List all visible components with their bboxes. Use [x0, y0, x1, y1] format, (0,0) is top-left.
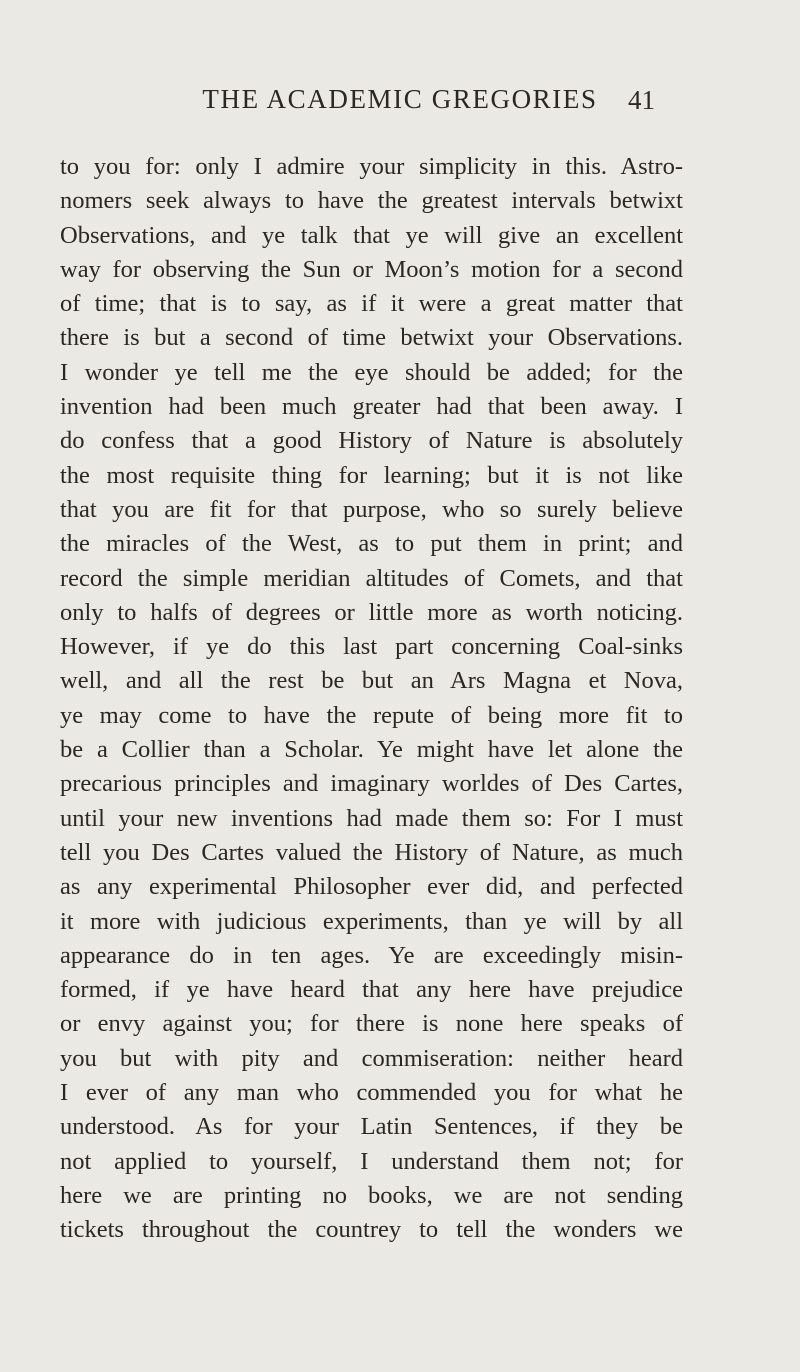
text-line: record the simple meridian altitudes of Comets, and that	[60, 564, 683, 592]
text-line: only to halfs of degrees or little more as worth noticing.	[60, 598, 683, 626]
text-line: or envy against you; for there is none here speaks of	[60, 1010, 683, 1038]
text-line: it more with judicious experiments, than ye will by all	[60, 907, 683, 935]
text-line: tickets throughout the countrey to tell the wonders we	[60, 1216, 683, 1244]
text-line: nomers seek always to have the greatest intervals betwixt	[60, 187, 683, 215]
text-line: be a Collier than a Scholar. Ye might have let alone the	[60, 736, 683, 764]
text-line: do confess that a good History of Nature is absolutely	[60, 427, 683, 455]
text-line: not applied to yourself, I understand them not; for	[60, 1147, 683, 1175]
text-line: there is but a second of time betwixt your Observations.	[60, 324, 683, 352]
text-line: until your new inventions had made them so: For I must	[60, 804, 683, 832]
running-head	[0, 84, 800, 124]
text-line: that you are fit for that purpose, who so surely believe	[60, 495, 683, 523]
text-line: However, if ye do this last part concerning Coal-sinks	[60, 633, 683, 661]
text-line: invention had been much greater had that been away. I	[60, 393, 683, 421]
text-line: way for observing the Sun or Moon’s motion for a second	[60, 255, 683, 283]
text-line: of time; that is to say, as if it were a great matter that	[60, 290, 683, 318]
running-title: THE ACADEMIC GREGORIES	[202, 84, 598, 114]
text-line: Observations, and ye talk that ye will give an excellent	[60, 221, 683, 249]
page-number: 41	[628, 85, 655, 115]
text-line: I wonder ye tell me the eye should be added; for the	[60, 358, 683, 386]
text-line: I ever of any man who commended you for what he	[60, 1079, 683, 1107]
text-line: well, and all the rest be but an Ars Magna et Nova,	[60, 667, 683, 695]
text-line: tell you Des Cartes valued the History of Nature, as much	[60, 838, 683, 866]
text-line: the miracles of the West, as to put them in print; and	[60, 530, 683, 558]
text-line: to you for: only I admire your simplicity in this. Astro-	[60, 153, 683, 180]
text-line: the most requisite thing for learning; but it is not like	[60, 461, 683, 489]
text-line: appearance do in ten ages. Ye are exceedingly misin-	[60, 941, 683, 969]
text-line: ye may come to have the repute of being more fit to	[60, 701, 683, 729]
text-line: here we are printing no books, we are not sending	[60, 1181, 683, 1209]
text-line: formed, if ye have heard that any here have prejudice	[60, 976, 683, 1004]
text-line: understood. As for your Latin Sentences, if they be	[60, 1113, 683, 1141]
text-line: precarious principles and imaginary worldes of Des Cartes,	[60, 770, 683, 798]
text-line: you but with pity and commiseration: neither heard	[60, 1044, 683, 1072]
text-line: as any experimental Philosopher ever did, and perfected	[60, 873, 683, 901]
body-text	[60, 150, 683, 1248]
